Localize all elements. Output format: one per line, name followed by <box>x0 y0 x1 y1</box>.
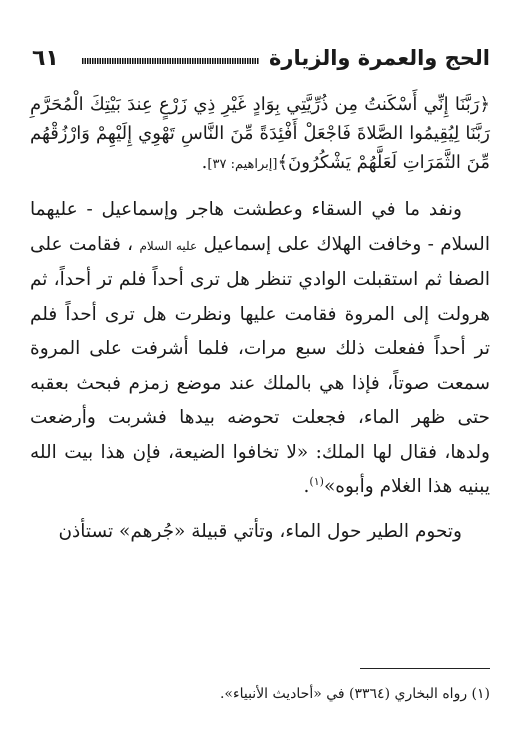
running-title: الحج والعمرة والزيارة <box>269 46 490 70</box>
verse-trailing-period: . <box>201 152 208 173</box>
verse-open-bracket: ﴿ <box>479 94 490 115</box>
honorific-glyph: عليه السلام <box>139 238 198 253</box>
paragraph-1-part-1: ونفد ما في السقاء وعطشت هاجر وإسماعيل - عليهما السلام - وخافت الهلاك على إسماعيل <box>30 199 490 255</box>
quran-verse <box>30 90 490 179</box>
paragraph-1 <box>30 193 490 505</box>
footnote: (١) رواه البخاري (٣٣٦٤) في «أحاديث الأنبياء». <box>219 686 490 702</box>
verse-close-bracket: ﴾ <box>277 152 289 173</box>
paragraph-2 <box>30 515 490 550</box>
footnote-rule <box>360 668 490 669</box>
paragraph-1-end: . <box>303 476 310 497</box>
paragraph-2-text: وتحوم الطير حول الماء، وتأتي قبيلة «جُرهم» تستأذن <box>58 520 462 542</box>
page-header <box>30 40 490 76</box>
paragraph-1-part-2: ، فقامت على الصفا ثم استقبلت الوادي تنظر هل ترى أحداً فلم تر أحداً، ثم هرولت إلى المروة فقامت عليها ونظرت هل ترى أحداً فلم تر أحداً ففعلت ذلك سبع مرات، فلما أشرفت على المروة سمعت صوتاً، فإذا هي بالملك عند موضع زمزم فبحث بعقبه حتى ظهر الماء، فجعلت تحوضه بيدها فشربت وأرضعت ولدها، فقال لها الملك: «لا تخافوا الضيعة، فإن هذا بيت الله يبنيه هذا الغلام وأبوه» <box>30 233 490 497</box>
footnote-marker[interactable]: (١) <box>309 474 324 488</box>
verse-reference: [إبراهيم: ٣٧] <box>207 157 278 172</box>
verse-text: رَبَّنَا إِنِّي أَسْكَنتُ مِن ذُرِّيَّتِي بِوَادٍ غَيْرِ ذِي زَرْعٍ عِندَ بَيْتِكَ الْمُحَرَّمِ رَبَّنَا لِيُقِيمُوا الصَّلاةَ فَاجْعَلْ أَفْئِدَةً مِّنَ النَّاسِ تَهْوِي إِلَيْهِمْ وَارْزُقْهُم مِّنَ الثَّمَرَاتِ لَعَلَّهُمْ يَشْكُرُونَ <box>30 94 490 173</box>
header-rule <box>82 58 259 64</box>
book-page <box>30 40 490 730</box>
page-body <box>30 90 490 549</box>
page-number: ٦١ <box>32 45 59 71</box>
